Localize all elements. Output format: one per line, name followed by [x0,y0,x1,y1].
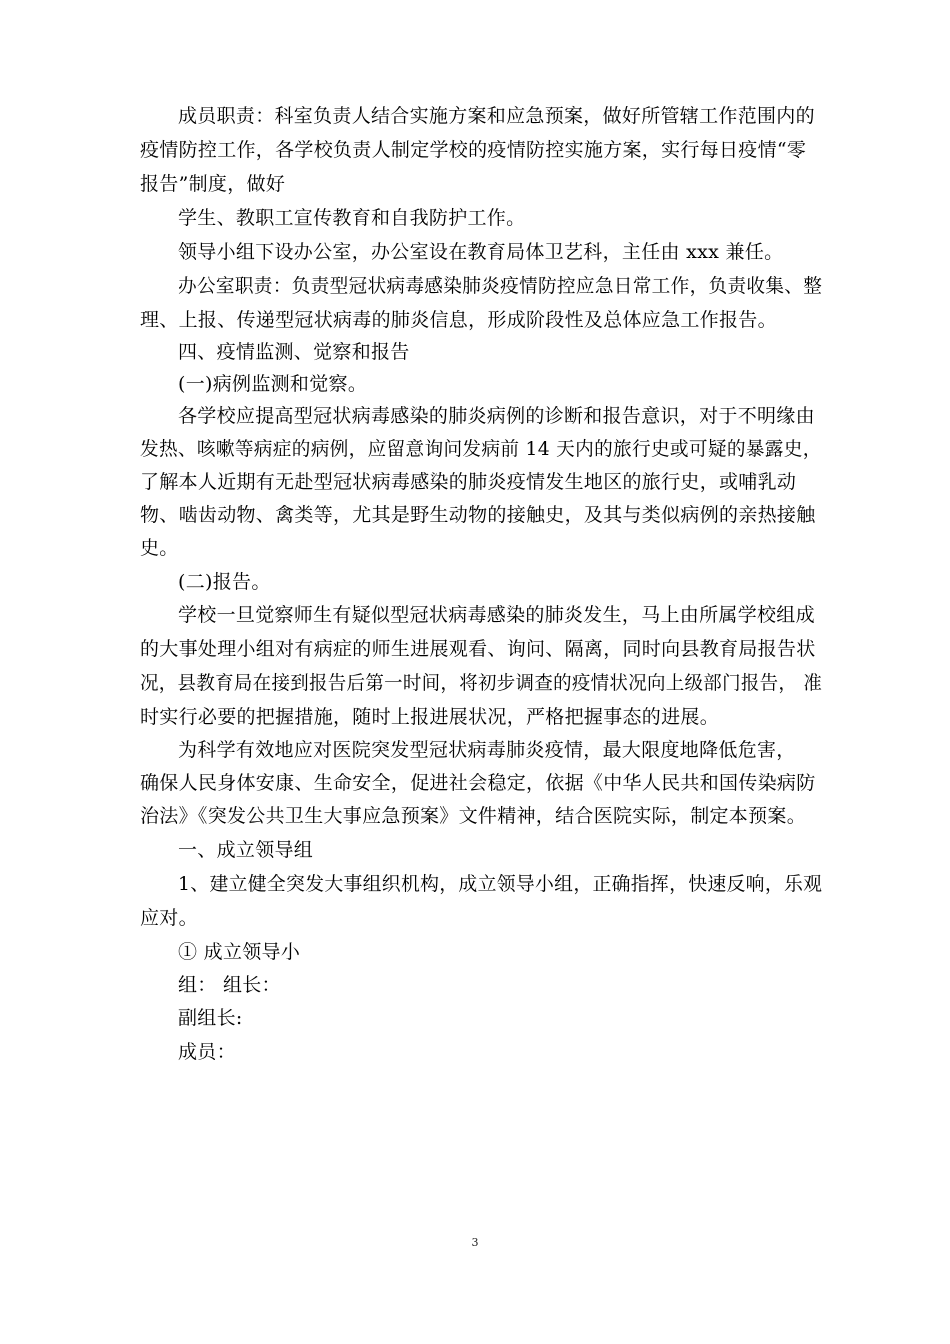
text-line: 理、上报、传递型冠状病毒的肺炎信息，形成阶段性及总体应急工作报告。 [140,309,777,331]
list-item: ① 成立领导小 [178,941,301,963]
text-line: 1、建立健全突发大事组织机构，成立领导小组，正确指挥，快速反响，乐观 [178,873,823,895]
text-line: 史。 [140,537,179,559]
text-line: 学校一旦觉察师生有疑似型冠状病毒感染的肺炎发生，马上由所属学校组成 [178,604,815,626]
text-line: 时实行必要的把握措施，随时上报进展状况，严格把握事态的进展。 [140,706,720,728]
section-heading: 四、疫情监测、觉察和报告 [178,341,410,363]
text-line: 确保人民身体安康、生命安全，促进社会稳定，依据《中华人民共和国传染病防 [140,772,816,794]
text-line: 领导小组下设办公室，办公室设在教育局体卫艺科，主任由 xxx 兼任。 [178,241,784,263]
subsection-heading: (二)报告。 [178,571,271,593]
text-line: 的大事处理小组对有病症的师生进展观看、询问、隔离，同时向县教育局报告状 [140,638,816,660]
text-line: 了解本人近期有无赴型冠状病毒感染的肺炎疫情发生地区的旅行史，或哺乳动 [140,471,797,493]
text-line: 成员职责：科室负责人结合实施方案和应急预案，做好所管辖工作范围内的 [178,105,815,127]
text-line: 学生、教职工宣传教育和自我防护工作。 [178,207,526,229]
text-line: 组： 组长： [178,974,281,996]
text-line: 发热、咳嗽等病症的病例，应留意询问发病前 14 天内的旅行史或可疑的暴露史， [140,438,822,460]
page-number: 3 [471,1236,479,1249]
text-line: 疫情防控工作，各学校负责人制定学校的疫情防控实施方案，实行每日疫情“零 [140,139,807,161]
text-line: 况，县教育局在接到报告后第一时间，将初步调查的疫情状况向上级部门报告， 准 [140,672,823,694]
section-heading: 一、成立领导组 [178,839,314,861]
text-line: 为科学有效地应对医院突发型冠状病毒肺炎疫情，最大限度地降低危害， [178,739,796,761]
text-line: 办公室职责：负责型冠状病毒感染肺炎疫情防控应急日常工作，负责收集、整 [178,275,823,297]
text-line: 物、啮齿动物、禽类等，尤其是野生动物的接触史，及其与类似病例的亲热接触 [140,504,816,526]
text-line: 报告”制度，做好 [140,173,286,195]
text-line: 成员： [178,1041,236,1063]
text-line: 副组长: [178,1007,243,1029]
subsection-heading: (一)病例监测和觉察。 [178,373,368,395]
text-line: 应对。 [140,907,198,929]
text-line: 各学校应提高型冠状病毒感染的肺炎病例的诊断和报告意识，对于不明缘由 [178,405,815,427]
text-line: 治法》《突发公共卫生大事应急预案》文件精神，结合医院实际，制定本预案。 [140,805,807,827]
